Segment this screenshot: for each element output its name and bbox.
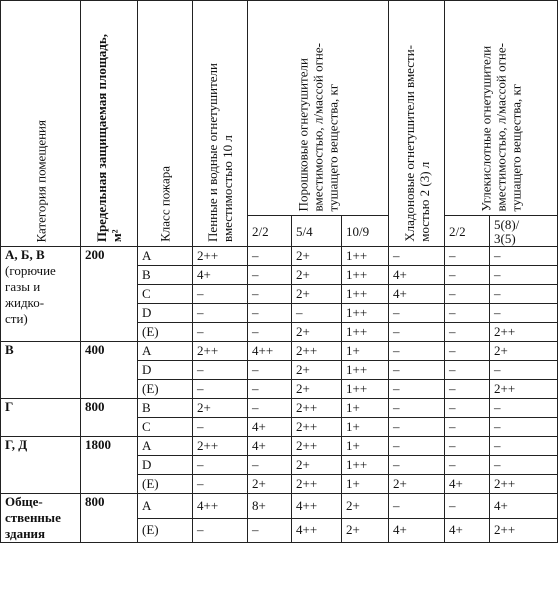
value-cell: –	[445, 304, 490, 323]
value-cell: –	[193, 304, 248, 323]
value-cell: 2++	[292, 399, 342, 418]
header-freon: Хладоновые огнетушители вмести- мостью 2 (3) л	[389, 1, 445, 247]
header-powder: Порошковые огнетушители вместимостью, л/массой огне- тушащего вещества, кг	[248, 1, 389, 216]
table-row	[1, 437, 558, 456]
value-cell: –	[248, 518, 292, 543]
value-cell: 4+	[445, 475, 490, 494]
value-cell: 4+	[389, 518, 445, 543]
value-cell: –	[389, 380, 445, 399]
category-name: А, Б, В	[5, 247, 45, 262]
value-cell: –	[248, 304, 292, 323]
powder-sub-1: 2/2	[248, 216, 292, 247]
value-cell: 2++	[193, 247, 248, 266]
category-cell	[1, 399, 81, 437]
value-cell: 8+	[248, 494, 292, 519]
header-fire-class: Класс пожара	[138, 1, 193, 247]
value-cell: –	[445, 418, 490, 437]
value-cell: –	[490, 304, 558, 323]
value-cell: –	[445, 494, 490, 519]
category-cell	[1, 342, 81, 399]
category-cell	[1, 437, 81, 494]
value-cell: 2++	[490, 475, 558, 494]
value-cell: 2++	[490, 518, 558, 543]
value-cell: –	[248, 266, 292, 285]
value-cell: 1++	[342, 361, 389, 380]
area-cell: 400	[81, 342, 138, 399]
value-cell: 2+	[292, 266, 342, 285]
value-cell: 2+	[389, 475, 445, 494]
value-cell: –	[193, 285, 248, 304]
value-cell: 2++	[292, 475, 342, 494]
value-cell: –	[248, 285, 292, 304]
value-cell: –	[490, 285, 558, 304]
value-cell: 2+	[292, 285, 342, 304]
value-cell: 1+	[342, 437, 389, 456]
table-row	[1, 247, 558, 266]
table-row	[1, 494, 558, 519]
value-cell: 2+	[342, 494, 389, 519]
value-cell: 1++	[342, 304, 389, 323]
fire-class-cell: A	[138, 494, 193, 519]
category-name: В	[5, 342, 14, 357]
value-cell: –	[389, 247, 445, 266]
value-cell: 4+	[445, 518, 490, 543]
value-cell: –	[445, 437, 490, 456]
category-cell	[1, 494, 81, 543]
value-cell: –	[445, 285, 490, 304]
fire-class-cell: (E)	[138, 518, 193, 543]
value-cell: 4+	[248, 418, 292, 437]
table-row	[1, 399, 558, 418]
value-cell: 4+	[248, 437, 292, 456]
fire-class-cell: А	[138, 247, 193, 266]
value-cell: 2++	[292, 418, 342, 437]
value-cell: 2++	[193, 342, 248, 361]
value-cell: –	[490, 456, 558, 475]
value-cell: 2++	[490, 323, 558, 342]
value-cell: 4++	[248, 342, 292, 361]
category-cell	[1, 247, 81, 342]
area-cell: 800	[81, 494, 138, 543]
area-cell: 800	[81, 399, 138, 437]
value-cell: –	[193, 323, 248, 342]
area-cell: 200	[81, 247, 138, 342]
value-cell: 1++	[342, 456, 389, 475]
value-cell: 2++	[292, 437, 342, 456]
value-cell: –	[248, 361, 292, 380]
table-row	[1, 342, 558, 361]
fire-class-cell: C	[138, 285, 193, 304]
value-cell: 2+	[292, 323, 342, 342]
fire-class-cell: (E)	[138, 323, 193, 342]
value-cell: –	[445, 266, 490, 285]
header-area: Предельная защищаемая площадь, м²	[81, 1, 138, 247]
fire-class-cell: C	[138, 418, 193, 437]
value-cell: 1+	[342, 399, 389, 418]
value-cell: –	[445, 361, 490, 380]
value-cell: 2+	[490, 342, 558, 361]
value-cell: 2++	[490, 380, 558, 399]
value-cell: –	[248, 456, 292, 475]
value-cell: 4++	[292, 518, 342, 543]
fire-class-cell: (E)	[138, 475, 193, 494]
value-cell: –	[248, 323, 292, 342]
value-cell: –	[490, 418, 558, 437]
fire-class-cell: (E)	[138, 380, 193, 399]
value-cell: –	[445, 247, 490, 266]
value-cell: –	[389, 494, 445, 519]
value-cell: 2+	[292, 456, 342, 475]
value-cell: 2++	[292, 342, 342, 361]
value-cell: –	[193, 456, 248, 475]
value-cell: –	[248, 247, 292, 266]
header-co2: Углекислотные огнетушители вместимостью, л/массой огне- тушащего вещества, кг	[445, 1, 558, 216]
value-cell: 1++	[342, 323, 389, 342]
fire-class-cell: A	[138, 437, 193, 456]
fire-class-cell: B	[138, 399, 193, 418]
value-cell: –	[193, 361, 248, 380]
fire-class-cell: D	[138, 304, 193, 323]
value-cell: 2+	[292, 361, 342, 380]
value-cell: 2+	[342, 518, 389, 543]
value-cell: –	[389, 342, 445, 361]
category-name: Г	[5, 399, 14, 414]
value-cell: 1++	[342, 380, 389, 399]
fire-class-cell: D	[138, 456, 193, 475]
value-cell: –	[389, 361, 445, 380]
value-cell: 1++	[342, 266, 389, 285]
value-cell: –	[445, 456, 490, 475]
value-cell: 2+	[292, 247, 342, 266]
value-cell: –	[490, 399, 558, 418]
value-cell: 4+	[193, 266, 248, 285]
category-note: (горючие газы и жидко- сти)	[5, 263, 56, 326]
value-cell: –	[193, 380, 248, 399]
value-cell: –	[445, 380, 490, 399]
value-cell: 4+	[389, 266, 445, 285]
value-cell: –	[389, 456, 445, 475]
value-cell: –	[193, 475, 248, 494]
value-cell: –	[389, 418, 445, 437]
value-cell: 1++	[342, 285, 389, 304]
value-cell: –	[490, 437, 558, 456]
header-category: Категория помещения	[1, 1, 81, 247]
value-cell: 4+	[389, 285, 445, 304]
category-name: Обще- ственные здания	[5, 494, 61, 541]
value-cell: 1+	[342, 342, 389, 361]
value-cell: –	[389, 323, 445, 342]
value-cell: 2+	[292, 380, 342, 399]
value-cell: –	[445, 399, 490, 418]
value-cell: –	[193, 518, 248, 543]
co2-sub-2: 5(8)/ 3(5)	[490, 216, 558, 247]
value-cell: 2++	[193, 437, 248, 456]
fire-class-cell: B	[138, 266, 193, 285]
category-name: Г, Д	[5, 437, 28, 452]
fire-class-cell: A	[138, 342, 193, 361]
value-cell: 2+	[193, 399, 248, 418]
value-cell: –	[490, 247, 558, 266]
value-cell: 4++	[193, 494, 248, 519]
value-cell: 4++	[292, 494, 342, 519]
value-cell: –	[445, 342, 490, 361]
value-cell: –	[445, 323, 490, 342]
value-cell: –	[389, 399, 445, 418]
value-cell: –	[490, 266, 558, 285]
fire-class-cell: D	[138, 361, 193, 380]
value-cell: 1++	[342, 247, 389, 266]
powder-sub-2: 5/4	[292, 216, 342, 247]
value-cell: 4+	[490, 494, 558, 519]
header-foam-water: Пенные и водные огнетушители вместимостью 10 л	[193, 1, 248, 247]
value-cell: 1+	[342, 475, 389, 494]
value-cell: 1+	[342, 418, 389, 437]
value-cell: 2+	[248, 475, 292, 494]
co2-sub-1: 2/2	[445, 216, 490, 247]
area-cell: 1800	[81, 437, 138, 494]
value-cell: –	[389, 437, 445, 456]
value-cell: –	[490, 361, 558, 380]
value-cell: –	[193, 418, 248, 437]
value-cell: –	[248, 399, 292, 418]
powder-sub-3: 10/9	[342, 216, 389, 247]
value-cell: –	[248, 380, 292, 399]
value-cell: –	[389, 304, 445, 323]
value-cell: –	[292, 304, 342, 323]
